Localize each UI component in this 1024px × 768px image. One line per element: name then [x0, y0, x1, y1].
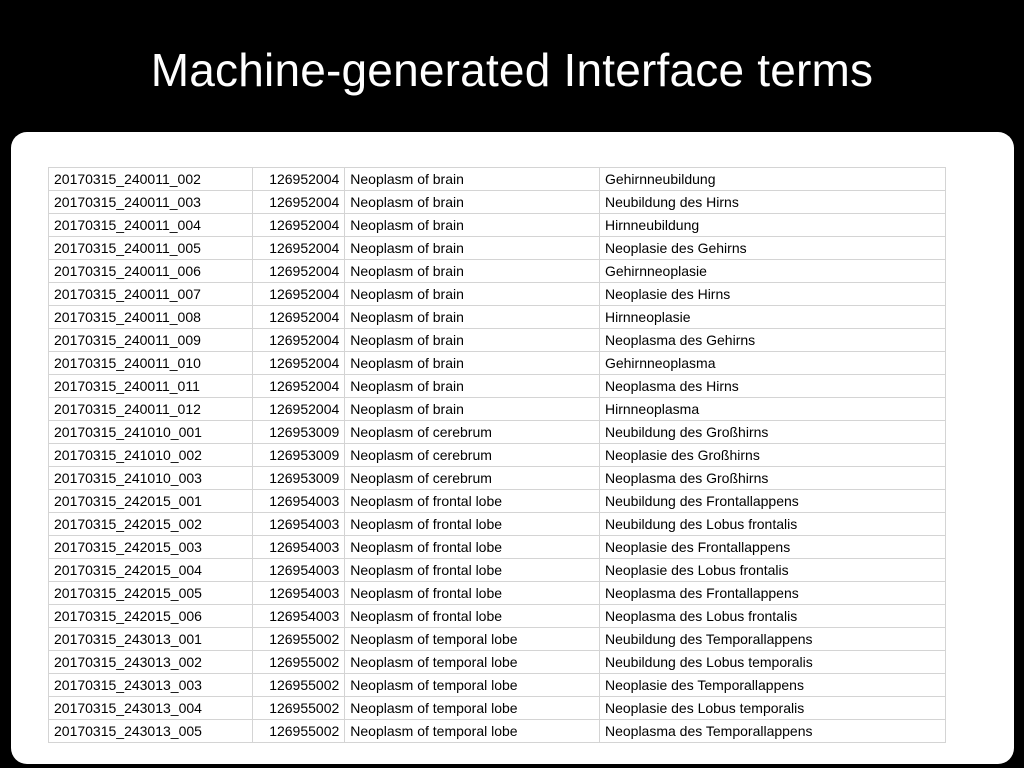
term-id-cell: 20170315_240011_007 — [49, 283, 253, 306]
table-row — [49, 697, 946, 720]
term-id-cell: 20170315_243013_002 — [49, 651, 253, 674]
concept-code-cell: 126954003 — [252, 582, 344, 605]
term-id-cell: 20170315_240011_003 — [49, 191, 253, 214]
english-term-cell: Neoplasm of brain — [345, 168, 600, 191]
english-term-cell: Neoplasm of temporal lobe — [345, 720, 600, 743]
german-term-cell: Hirnneoplasma — [599, 398, 945, 421]
term-id-cell: 20170315_243013_001 — [49, 628, 253, 651]
german-term-cell: Neubildung des Lobus temporalis — [599, 651, 945, 674]
english-term-cell: Neoplasm of frontal lobe — [345, 582, 600, 605]
english-term-cell: Neoplasm of cerebrum — [345, 467, 600, 490]
german-term-cell: Neoplasma des Lobus frontalis — [599, 605, 945, 628]
english-term-cell: Neoplasm of brain — [345, 260, 600, 283]
term-id-cell: 20170315_243013_004 — [49, 697, 253, 720]
english-term-cell: Neoplasm of frontal lobe — [345, 490, 600, 513]
table-row — [49, 536, 946, 559]
german-term-cell: Neoplasie des Lobus frontalis — [599, 559, 945, 582]
english-term-cell: Neoplasm of brain — [345, 352, 600, 375]
german-term-cell: Gehirnneoplasie — [599, 260, 945, 283]
concept-code-cell: 126955002 — [252, 674, 344, 697]
table-row — [49, 237, 946, 260]
term-id-cell: 20170315_240011_005 — [49, 237, 253, 260]
table-row — [49, 628, 946, 651]
table-row — [49, 329, 946, 352]
english-term-cell: Neoplasm of temporal lobe — [345, 674, 600, 697]
table-row — [49, 421, 946, 444]
english-term-cell: Neoplasm of brain — [345, 306, 600, 329]
english-term-cell: Neoplasm of brain — [345, 375, 600, 398]
term-id-cell: 20170315_240011_012 — [49, 398, 253, 421]
table-row — [49, 559, 946, 582]
german-term-cell: Neubildung des Hirns — [599, 191, 945, 214]
german-term-cell: Neoplasie des Hirns — [599, 283, 945, 306]
table-row — [49, 191, 946, 214]
term-id-cell: 20170315_240011_008 — [49, 306, 253, 329]
term-id-cell: 20170315_241010_001 — [49, 421, 253, 444]
german-term-cell: Neoplasie des Großhirns — [599, 444, 945, 467]
term-id-cell: 20170315_242015_005 — [49, 582, 253, 605]
term-id-cell: 20170315_242015_001 — [49, 490, 253, 513]
german-term-cell: Neoplasma des Frontallappens — [599, 582, 945, 605]
table-row — [49, 674, 946, 697]
german-term-cell: Neoplasma des Gehirns — [599, 329, 945, 352]
concept-code-cell: 126953009 — [252, 421, 344, 444]
german-term-cell: Neubildung des Frontallappens — [599, 490, 945, 513]
concept-code-cell: 126953009 — [252, 467, 344, 490]
german-term-cell: Hirnneubildung — [599, 214, 945, 237]
table-row — [49, 352, 946, 375]
german-term-cell: Neubildung des Temporallappens — [599, 628, 945, 651]
term-id-cell: 20170315_241010_003 — [49, 467, 253, 490]
table-row — [49, 651, 946, 674]
english-term-cell: Neoplasm of brain — [345, 191, 600, 214]
table-row — [49, 582, 946, 605]
table-row — [49, 306, 946, 329]
term-id-cell: 20170315_243013_003 — [49, 674, 253, 697]
german-term-cell: Neoplasie des Lobus temporalis — [599, 697, 945, 720]
concept-code-cell: 126952004 — [252, 352, 344, 375]
table-row — [49, 467, 946, 490]
english-term-cell: Neoplasm of frontal lobe — [345, 559, 600, 582]
german-term-cell: Neoplasie des Temporallappens — [599, 674, 945, 697]
concept-code-cell: 126952004 — [252, 168, 344, 191]
term-id-cell: 20170315_242015_006 — [49, 605, 253, 628]
concept-code-cell: 126952004 — [252, 375, 344, 398]
term-id-cell: 20170315_242015_004 — [49, 559, 253, 582]
german-term-cell: Neoplasie des Frontallappens — [599, 536, 945, 559]
english-term-cell: Neoplasm of brain — [345, 214, 600, 237]
concept-code-cell: 126953009 — [252, 444, 344, 467]
concept-code-cell: 126954003 — [252, 536, 344, 559]
english-term-cell: Neoplasm of brain — [345, 398, 600, 421]
concept-code-cell: 126954003 — [252, 490, 344, 513]
concept-code-cell: 126952004 — [252, 306, 344, 329]
english-term-cell: Neoplasm of frontal lobe — [345, 513, 600, 536]
term-id-cell: 20170315_240011_011 — [49, 375, 253, 398]
english-term-cell: Neoplasm of temporal lobe — [345, 651, 600, 674]
table-row — [49, 260, 946, 283]
term-id-cell: 20170315_242015_002 — [49, 513, 253, 536]
concept-code-cell: 126952004 — [252, 191, 344, 214]
german-term-cell: Neubildung des Großhirns — [599, 421, 945, 444]
english-term-cell: Neoplasm of temporal lobe — [345, 628, 600, 651]
term-id-cell: 20170315_240011_006 — [49, 260, 253, 283]
english-term-cell: Neoplasm of brain — [345, 329, 600, 352]
table-row — [49, 214, 946, 237]
german-term-cell: Hirnneoplasie — [599, 306, 945, 329]
german-term-cell: Neoplasma des Temporallappens — [599, 720, 945, 743]
concept-code-cell: 126955002 — [252, 697, 344, 720]
german-term-cell: Gehirnneoplasma — [599, 352, 945, 375]
german-term-cell: Gehirnneubildung — [599, 168, 945, 191]
concept-code-cell: 126955002 — [252, 651, 344, 674]
english-term-cell: Neoplasm of cerebrum — [345, 444, 600, 467]
concept-code-cell: 126952004 — [252, 237, 344, 260]
term-id-cell: 20170315_241010_002 — [49, 444, 253, 467]
term-id-cell: 20170315_242015_003 — [49, 536, 253, 559]
concept-code-cell: 126952004 — [252, 214, 344, 237]
german-term-cell: Neoplasma des Hirns — [599, 375, 945, 398]
english-term-cell: Neoplasm of temporal lobe — [345, 697, 600, 720]
concept-code-cell: 126952004 — [252, 260, 344, 283]
concept-code-cell: 126954003 — [252, 513, 344, 536]
german-term-cell: Neoplasma des Großhirns — [599, 467, 945, 490]
table-row — [49, 168, 946, 191]
table-row — [49, 375, 946, 398]
concept-code-cell: 126952004 — [252, 329, 344, 352]
slide-title: Machine-generated Interface terms — [150, 44, 874, 96]
english-term-cell: Neoplasm of brain — [345, 283, 600, 306]
concept-code-cell: 126952004 — [252, 283, 344, 306]
table-row — [49, 490, 946, 513]
table-row — [49, 444, 946, 467]
english-term-cell: Neoplasm of brain — [345, 237, 600, 260]
concept-code-cell: 126952004 — [252, 398, 344, 421]
table-row — [49, 605, 946, 628]
english-term-cell: Neoplasm of cerebrum — [345, 421, 600, 444]
term-id-cell: 20170315_243013_005 — [49, 720, 253, 743]
concept-code-cell: 126954003 — [252, 559, 344, 582]
english-term-cell: Neoplasm of frontal lobe — [345, 605, 600, 628]
german-term-cell: Neubildung des Lobus frontalis — [599, 513, 945, 536]
terms-table — [48, 167, 946, 743]
term-id-cell: 20170315_240011_010 — [49, 352, 253, 375]
table-row — [49, 398, 946, 421]
english-term-cell: Neoplasm of frontal lobe — [345, 536, 600, 559]
concept-code-cell: 126954003 — [252, 605, 344, 628]
concept-code-cell: 126955002 — [252, 628, 344, 651]
term-id-cell: 20170315_240011_002 — [49, 168, 253, 191]
concept-code-cell: 126955002 — [252, 720, 344, 743]
german-term-cell: Neoplasie des Gehirns — [599, 237, 945, 260]
term-id-cell: 20170315_240011_004 — [49, 214, 253, 237]
table-row — [49, 513, 946, 536]
table-row — [49, 720, 946, 743]
terms-table-body — [49, 168, 946, 743]
term-id-cell: 20170315_240011_009 — [49, 329, 253, 352]
table-row — [49, 283, 946, 306]
